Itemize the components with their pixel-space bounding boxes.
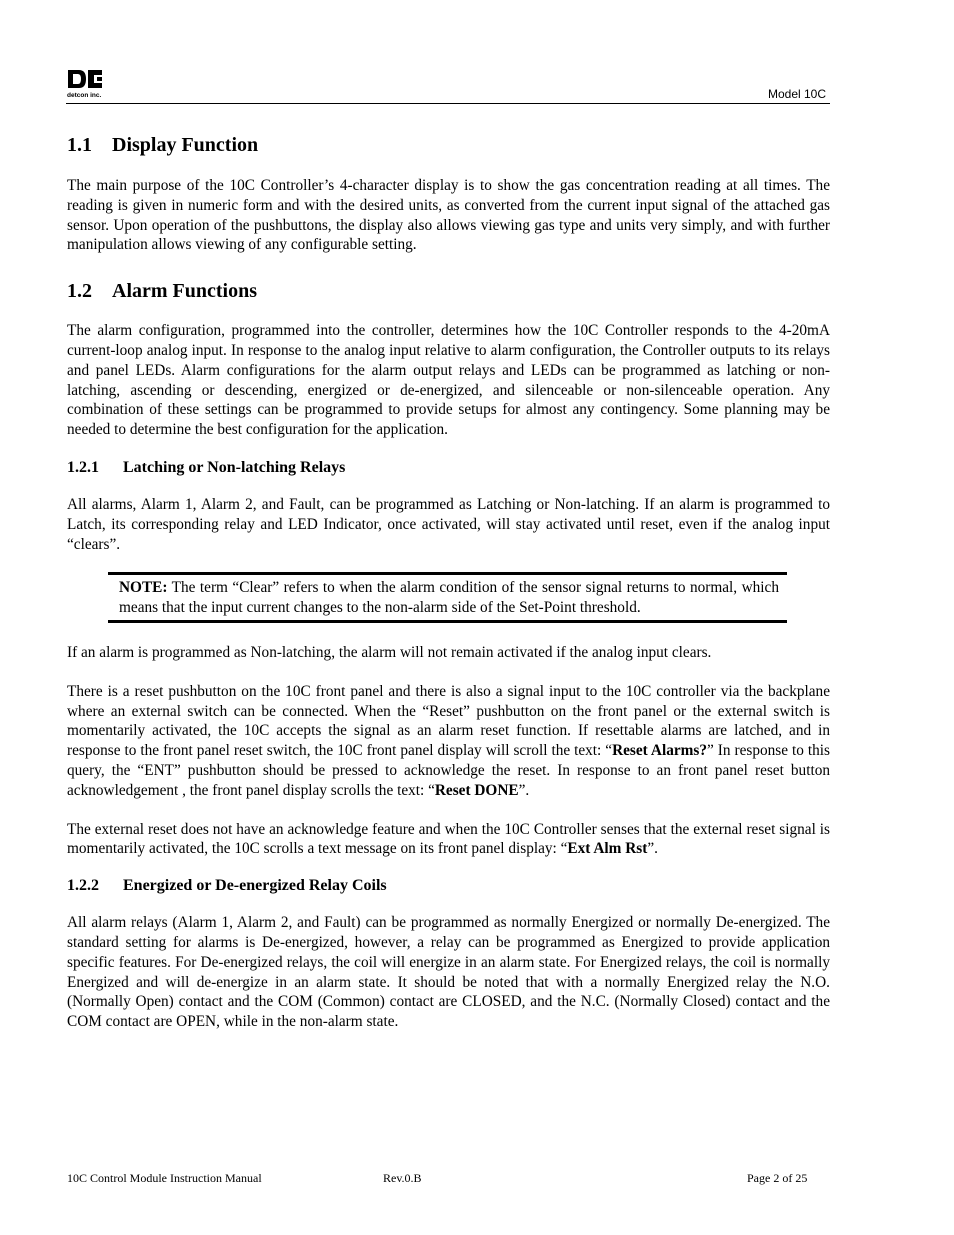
- detcon-logo: [66, 69, 108, 99]
- section-number: 1.1: [67, 134, 92, 156]
- main-content: [67, 130, 830, 1032]
- energized-paragraph: All alarm relays (Alarm 1, Alarm 2, and Fault) can be programmed as normally Energized or normally De-energized. The standard setting for alarms is De-energized, however, a relay can be programmed as Energized to provide application specific features. For De-energized relays, the coil will energize in an alarm state. For Energized relays, the coil is normally Energized and will de-energize in an alarm state. It should be noted that with a normally Energized relay the N.O. (Normally Open) contact and the COM (Common) contact are CLOSED, and the N.C. (Normally Closed) contact and the COM contact are OPEN, while in the non-alarm state.: [67, 914, 830, 1031]
- note-box: [108, 572, 787, 623]
- reset-alarms-message: Reset Alarms?: [612, 742, 707, 760]
- section-heading-1-1: [67, 130, 830, 160]
- reset-text-1: There is a reset pushbutton on the 10C front panel and there is also a signal input to the 10C controller via the backplane where an external switch can be connected. When the “Reset” pushbutton on the front panel or the external switch is momentarily activated, the 10C accepts the signal as an alarm reset function. If resettable alarms are latched, and in response to the front panel reset switch, the 10C front panel display will scroll the text: “: [67, 682, 830, 760]
- section-number: 1.2: [67, 280, 92, 303]
- note-label: NOTE:: [119, 579, 168, 597]
- non-latching-paragraph: If an alarm is programmed as Non-latching, the alarm will not remain activated if the analog input clears.: [67, 643, 712, 661]
- section-title: Display Function: [112, 134, 259, 156]
- footer-manual-title: 10C Control Module Instruction Manual: [67, 1171, 262, 1185]
- reset-text-3: ”.: [518, 781, 530, 799]
- header-divider: [66, 103, 830, 104]
- reset-paragraph: [67, 682, 830, 801]
- section-heading-1-2-1: [67, 456, 830, 480]
- footer-page-number: Page 2 of 25: [747, 1171, 808, 1185]
- section-number: 1.2.2: [67, 877, 99, 895]
- alarm-functions-paragraph: The alarm configuration, programmed into the controller, determines how the 10C Controller responds to the 4-20mA current-loop analog input. In response to the analog input relative to alarm configuration, the Controller outputs to its relays and panel LEDs. Alarm configurations for the alarm output relays and LEDs can be programmed as latching or non-latching, ascending or descending, energized or de-energized, and silenceable or non-silenceable operation. Any combination of these settings can be programmed to provide setups for almost any contingency. Some planning may be needed to determine the best configuration for the application.: [67, 322, 830, 439]
- ext-alm-rst-message: Ext Alm Rst: [567, 840, 648, 858]
- section-title: Latching or Non-latching Relays: [123, 458, 346, 476]
- latching-paragraph: All alarms, Alarm 1, Alarm 2, and Fault, can be programmed as Latching or Non-latching. If an alarm is programmed to Latch, its corresponding relay and LED Indicator, once activated, will stay activated until reset, even if the analog input “clears”.: [67, 495, 830, 553]
- section-title: Energized or De-energized Relay Coils: [123, 877, 387, 895]
- note-paragraph: [119, 578, 779, 618]
- section-heading-1-2-2: [67, 874, 830, 898]
- footer-revision: Rev.0.B: [383, 1171, 422, 1185]
- external-reset-paragraph: [67, 820, 830, 860]
- display-function-paragraph: The main purpose of the 10C Controller’s 4-character display is to show the gas concentration reading at all times. The reading is given in numeric form and with the desired units, as converted from the current input signal of the attached gas sensor. Upon operation of the pushbuttons, the display also allows viewing gas type and units very simply, and with further manipulation allows viewing of any configurable setting.: [67, 177, 830, 254]
- reset-done-message: Reset DONE: [434, 781, 519, 799]
- section-title: Alarm Functions: [112, 280, 257, 303]
- external-text-2: ”.: [647, 840, 658, 858]
- svg-text:detcon inc.: detcon inc.: [67, 92, 102, 99]
- external-text-1: The external reset does not have an acknowledge feature and when the 10C Controller senses that the external reset signal is momentarily activated, the 10C scrolls a text message on its front panel display: “: [67, 820, 830, 858]
- model-label: Model 10C: [767, 87, 826, 101]
- section-heading-1-2: [67, 276, 830, 306]
- reset-text-2: ” In response to this query, the “ENT” pushbutton should be pressed to acknowledge the reset. In response to an front panel reset button acknowledgement , the front panel display scrolls the text: “: [67, 742, 831, 799]
- section-number: 1.2.1: [67, 458, 99, 476]
- note-text: The term “Clear” refers to when the alarm condition of the sensor signal returns to normal, which means that the input current changes to the non-alarm side of the Set-Point threshold.: [119, 579, 779, 617]
